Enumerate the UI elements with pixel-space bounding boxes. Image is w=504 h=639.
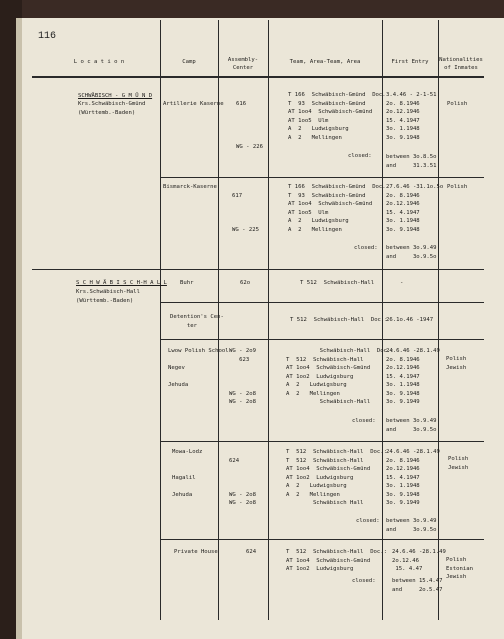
nationalities: Polish [447, 101, 468, 107]
row-rule [160, 177, 484, 178]
assembly-center: WG - 2o9 623 WG - 2o8 WG - 2o8 [229, 348, 256, 405]
nationalities: Polish Estonian Jewish [446, 557, 473, 580]
first-entry: 24.6.46 -28.1.49 2o. 8.1946 2o.12.1946 15. 4.1947 3o. 1.1948 3o. 9.1948 3o. 9.1949 [386, 449, 440, 506]
header-nationalities: Nationalities of Inmates [439, 57, 483, 71]
first-entry: 27.6.46 -31.1o.5o 2o. 8.1946 2o.12.1946 15. 4.1947 3o. 1.1948 3o. 9.1948 [386, 184, 444, 233]
team-list: Schwäbisch-Hall Doc.: T 512 Schwäbisch-Hall AT 1oo4 Schwäbisch-Gmünd AT 1oo2 Ludwigsburg A 2 Ludwigsburg A 2 Mellingen Schwäbisch-Hall [286, 348, 394, 405]
team-list: T 166 Schwäbisch-Gmünd Doc. T 93 Schwäbisch-Gmünd AT 1oo4 Schwäbisch-Gmünd AT 1oo5 Ulm A 2 Ludwigsburg A 2 Mellingen [288, 184, 386, 233]
row-rule [160, 539, 484, 540]
header-team: Team, Area-Team, Area [289, 59, 361, 65]
header-rule [32, 76, 484, 78]
col-rule-camp [160, 20, 161, 620]
nationalities: Polish [447, 184, 468, 190]
closed-label: closed: [352, 418, 376, 424]
location-sub: Krs.Schwäbisch-Gmünd (Württemb.-Baden) [78, 101, 146, 116]
camp-name: Private House [174, 549, 218, 555]
header-camp: Camp [182, 59, 196, 65]
location-sub: Krs.Schwäbisch-Hall (Württemb.-Baden) [76, 289, 140, 304]
team-list: T 512 Schwäbisch-Hall Doc.: AT 1oo4 Schwäbisch-Gmünd AT 1oo2 Ludwigsburg [286, 549, 388, 572]
assembly-center: 624 WG - 2o8 WG - 2o8 [229, 457, 256, 506]
camp-name: Bismarck-Kaserne [163, 184, 217, 190]
first-entry: - [400, 280, 404, 286]
team-list: T 512 Schwäbisch-Hall [300, 280, 375, 286]
entry-closed: between 3o.8.5o and 31.3.51 [386, 154, 437, 169]
closed-label: closed: [348, 153, 372, 159]
closed-label: closed: [352, 578, 376, 584]
header-assembly: Assembly- Center [227, 57, 259, 71]
assembly-center: 617 WG - 225 [232, 192, 259, 233]
location-name: S C H W Ä B I S C H-H A L L [76, 280, 167, 286]
nationalities: Polish Jewish [446, 356, 467, 371]
header-location: L o c a t i o n [73, 59, 125, 65]
team-list: T 512 Schwäbisch-Hall Doc.: T 512 Schwäbisch-Hall AT 1oo4 Schwäbisch-Gmünd AT 1oo2 Ludwigsburg A 2 Ludwigsburg A 2 Mellingen Schwäbisch Hall [286, 449, 388, 506]
camp-name: Detention's Cen- ter [170, 314, 224, 329]
team-list: T 512 Schwäbisch-Hall Doc.: [290, 317, 388, 323]
camp-name: Mowa-Lodz Hagalil Jehuda [172, 449, 203, 498]
first-entry: 24.6.46 -28.1.49 2o. 8.1946 2o.12.1946 15. 4.1947 3o. 1.1948 3o. 9.1948 3o. 9.1949 [386, 348, 440, 405]
camp-name: Artillerie Kaserne [163, 101, 224, 107]
entry-closed: between 3o.9.49 and 3o.9.5o [386, 518, 437, 533]
assembly-center: 62o [240, 280, 251, 286]
assembly-center: 616 WG - 226 [236, 101, 263, 150]
col-rule-nat [438, 20, 439, 620]
row-rule [160, 302, 484, 303]
entry-closed: between 3o.9.49 and 3o.9.5o [386, 245, 437, 260]
first-entry: 3.4.46 - 2-1-51 2o. 8.1946 2o.12.1946 15. 4.1947 3o. 1.1948 3o. 9.1948 [386, 92, 437, 141]
team-list: T 166 Schwäbisch-Gmünd Doc. T 93 Schwäbisch-Gmünd AT 1oo4 Schwäbisch-Gmünd AT 1oo5 Ulm A 2 Ludwigsburg A 2 Mellingen [288, 92, 386, 141]
camp-name: Buhr [180, 280, 194, 286]
col-rule-team [268, 20, 269, 620]
assembly-center: 624 [246, 549, 257, 555]
row-rule [160, 339, 484, 340]
camp-name: Lwow Polish School Negev Jehuda [168, 348, 229, 388]
location-name: SCHWÄBISCH - G M Ü N D [78, 93, 153, 99]
nationalities: Polish Jewish [448, 456, 469, 471]
page-number: 116 [38, 31, 57, 42]
entry-closed: between 15.4.47 and 2o.5.47 [392, 578, 443, 593]
row-rule [160, 441, 484, 442]
entry-closed: between 3o.9.49 and 3o.9.5o [386, 418, 437, 433]
closed-label: closed: [354, 245, 378, 251]
row-rule-location [32, 269, 484, 270]
first-entry: 24.6.46 -28.1.49 2o.12.46 15. 4.47 [392, 549, 446, 572]
closed-label: closed: [356, 518, 380, 524]
first-entry: 26.1o.46 -1947 [386, 317, 434, 323]
header-first-entry: First Entry [391, 59, 429, 65]
